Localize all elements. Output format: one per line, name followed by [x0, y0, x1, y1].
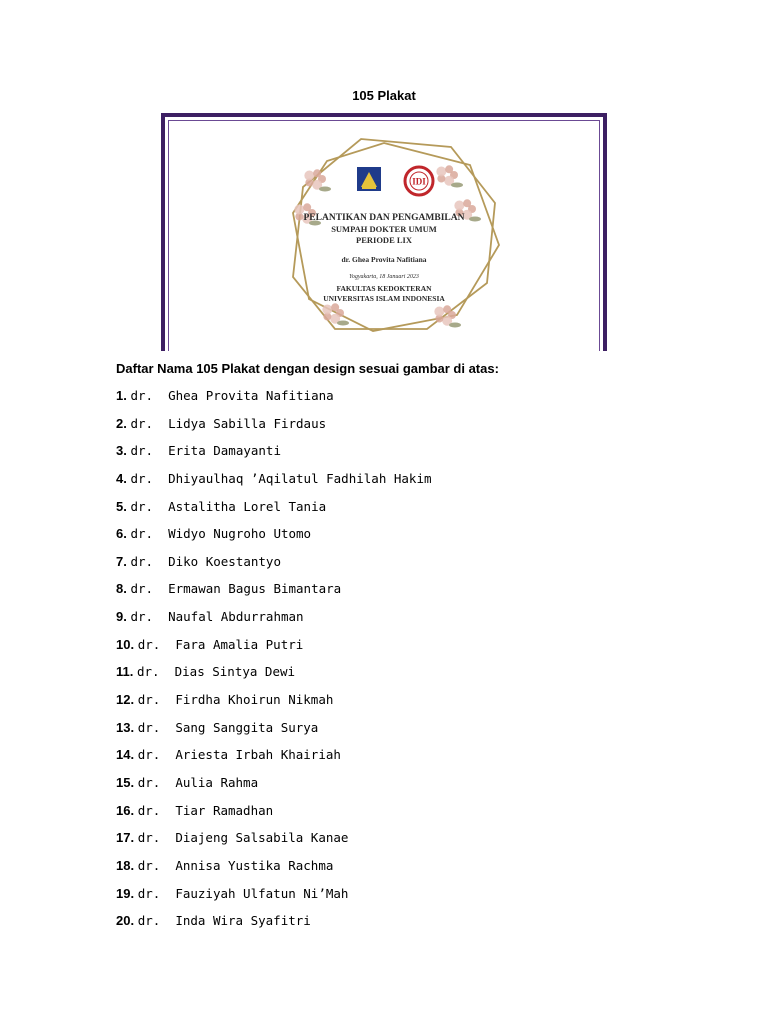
list-item-name: dr. Tiar Ramadhan — [137, 802, 274, 818]
list-item-name: dr. Naufal Abdurrahman — [130, 609, 304, 625]
list-item-number: 7. — [116, 553, 127, 569]
list-item — [116, 414, 432, 442]
list-item-number: 1. — [116, 388, 127, 403]
plaque-design-image — [161, 113, 607, 351]
list-item-name: dr. Firdha Khoirun Nikmah — [137, 692, 334, 708]
list-item — [116, 856, 432, 884]
list-item-number: 14. — [116, 747, 135, 763]
name-list — [116, 386, 432, 939]
list-item — [116, 884, 432, 912]
list-item-number: 4. — [116, 470, 127, 486]
list-item-name: dr. Ariesta Irbah Khairiah — [137, 747, 341, 763]
list-item-number: 6. — [116, 526, 127, 542]
list-item — [116, 441, 432, 469]
plaque-title-line1: PELANTIKAN DAN PENGAMBILAN — [303, 213, 465, 223]
list-item-name: dr. Diajeng Salsabila Kanae — [137, 830, 349, 846]
list-item — [116, 828, 432, 856]
list-item — [116, 662, 432, 690]
list-item-name: dr. Fauziyah Ulfatun Ni’Mah — [137, 885, 349, 901]
plaque-title-line2: SUMPAH DOKTER UMUM — [331, 224, 437, 234]
list-item-number: 9. — [116, 609, 127, 625]
list-item — [116, 690, 432, 718]
list-item-number: 17. — [116, 830, 135, 846]
plaque-ornament — [165, 117, 603, 351]
plaque-faculty: FAKULTAS KEDOKTERAN — [336, 284, 432, 293]
list-item — [116, 552, 432, 580]
list-item-number: 11. — [116, 664, 134, 680]
list-item — [116, 745, 432, 773]
list-item-number: 15. — [116, 774, 135, 790]
document-title: 105 Plakat — [352, 88, 416, 103]
list-item-number: 2. — [116, 415, 127, 431]
plaque-recipient-name: dr. Ghea Provita Nafitiana — [341, 255, 427, 264]
plaque-title-line3: PERIODE LIX — [356, 235, 412, 245]
list-item — [116, 469, 432, 497]
list-item-name: dr. Inda Wira Syafitri — [137, 913, 311, 929]
list-item-number: 3. — [116, 443, 127, 459]
svg-text:IDI: IDI — [412, 176, 426, 187]
list-item-number: 18. — [116, 857, 135, 873]
list-item-name: dr. Astalitha Lorel Tania — [130, 498, 327, 514]
list-item-number: 12. — [116, 692, 135, 708]
list-item-number: 19. — [116, 885, 135, 901]
list-heading: Daftar Nama 105 Plakat dengan design sesuai gambar di atas: — [116, 361, 499, 376]
list-item-number: 16. — [116, 802, 135, 818]
list-item-name: dr. Annisa Yustika Rachma — [137, 857, 334, 873]
list-item — [116, 386, 432, 414]
list-item-name: dr. Widyo Nugroho Utomo — [130, 526, 312, 542]
list-item-name: dr. Diko Koestantyo — [130, 553, 281, 569]
list-item — [116, 718, 432, 746]
list-item-name: dr. Dias Sintya Dewi — [136, 664, 296, 680]
list-item — [116, 579, 432, 607]
flower-decoration-icon — [294, 165, 481, 327]
plaque-date: Yogyakarta, 18 Januari 2023 — [349, 274, 419, 280]
list-item — [116, 911, 432, 939]
list-item — [116, 635, 432, 663]
list-item-number: 20. — [116, 913, 135, 929]
list-item-number: 5. — [116, 498, 127, 514]
list-item-name: dr. Ermawan Bagus Bimantara — [130, 581, 342, 597]
list-item-number: 13. — [116, 719, 135, 735]
uii-logo-icon — [357, 167, 381, 191]
list-item — [116, 801, 432, 829]
list-item-number: 8. — [116, 581, 127, 597]
list-item — [116, 773, 432, 801]
list-item-name: dr. Aulia Rahma — [137, 774, 259, 790]
list-item — [116, 524, 432, 552]
list-item-name: dr. Fara Amalia Putri — [137, 636, 304, 652]
plaque-university: UNIVERSITAS ISLAM INDONESIA — [323, 294, 445, 303]
list-item — [116, 497, 432, 525]
list-item — [116, 607, 432, 635]
list-item-name: dr. Lidya Sabilla Firdaus — [130, 415, 327, 431]
list-item-name: dr. Sang Sanggita Surya — [137, 719, 319, 735]
list-item-name: dr. Dhiyaulhaq ’Aqilatul Fadhilah Hakim — [130, 470, 432, 486]
list-item-number: 10. — [116, 636, 135, 652]
list-item-name: dr. Ghea Provita Nafitiana — [130, 388, 334, 403]
list-item-name: dr. Erita Damayanti — [130, 443, 281, 459]
idi-logo-icon — [405, 167, 433, 195]
